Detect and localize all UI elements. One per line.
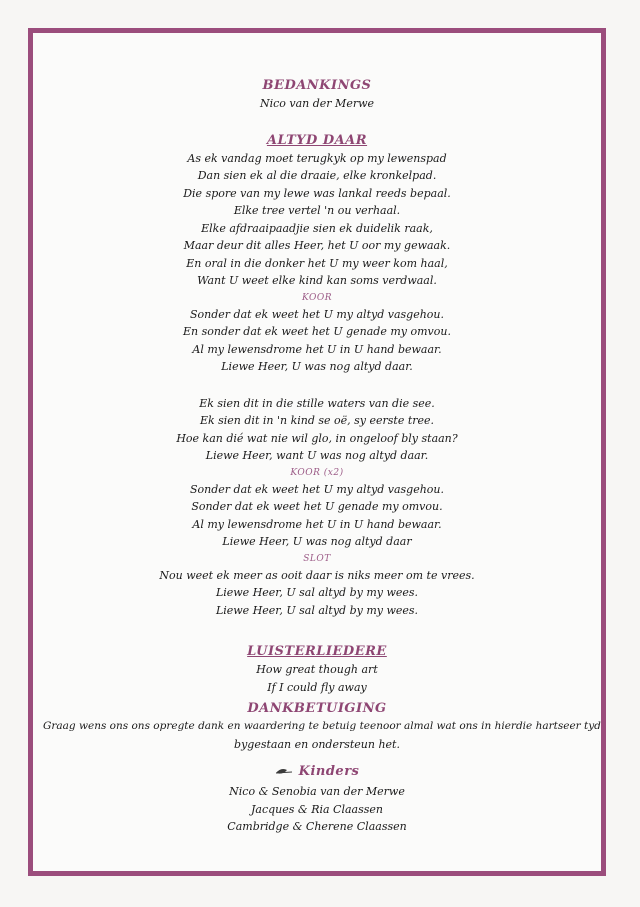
kinders-name: Nico & Senobia van der Merwe <box>229 785 405 798</box>
lyric-line: Ek sien dit in 'n kind se oë, sy eerste tree. <box>199 414 435 427</box>
song-item: If I could fly away <box>267 680 367 694</box>
dankbetuiging-heading: DANKBETUIGING <box>247 701 387 716</box>
lyric-line: Maar deur dit alles Heer, het U oor my gewaak. <box>183 239 451 252</box>
lyric-line: Sonder dat ek weet het U my altyd vasgehou. <box>189 307 444 321</box>
lyric-line: Liewe Heer, want U was nog altyd daar. <box>205 449 429 462</box>
lyric-line: En oral in die donker het U my weer kom haal, <box>186 256 448 270</box>
slot-label: SLOT <box>303 553 331 564</box>
lyric-line: Elke afdraaipaadjie sien ek duidelik raak, <box>201 221 433 235</box>
koor-label: KOOR <box>301 292 332 303</box>
luisterliedere-heading: LUISTERLIEDERE <box>247 644 387 659</box>
dankbetuiging-text <box>33 718 601 753</box>
kinders-title: Kinders <box>298 764 360 779</box>
leaf-icon <box>275 767 293 777</box>
lyric-line: En sonder dat ek weet het U genade my omvou. <box>183 325 451 338</box>
lyric-line: Nou weet ek meer as ooit daar is niks meer om te vrees. <box>159 568 475 582</box>
lyric-line: As ek vandag moet terugkyk op my lewenspad <box>187 151 447 165</box>
slot <box>33 567 601 620</box>
song-item: How great though art <box>256 663 378 676</box>
altyd-daar-heading: ALTYD DAAR <box>266 132 368 148</box>
koor-2 <box>33 481 601 551</box>
lyric-line: Sonder dat ek weet het U my altyd vasgehou. <box>189 482 444 496</box>
lyric-line: Liewe Heer, U sal altyd by my wees. <box>215 603 419 617</box>
lyric-line: Want U weet elke kind kan soms verdwaal. <box>197 274 437 287</box>
lyric-line: Dan sien ek al die draaie, elke kronkelpad. <box>197 169 437 182</box>
lyric-line: Liewe Heer, U sal altyd by my wees. <box>215 586 419 599</box>
lyric-line: Liewe Heer, U was nog altyd daar <box>222 535 412 548</box>
kinders-name: Cambridge & Cherene Claassen <box>227 820 407 833</box>
kinders-heading-row <box>33 763 601 783</box>
kinders-name: Jacques & Ria Claassen <box>251 802 383 816</box>
lyric-line: Die spore van my lewe was lankal reeds bepaal. <box>183 186 451 200</box>
koor-1 <box>33 306 601 376</box>
lyric-line: Elke tree vertel 'n ou verhaal. <box>233 204 401 217</box>
lyric-line: Al my lewensdrome het U in U hand bewaar. <box>192 517 442 531</box>
verse-2 <box>33 395 601 465</box>
lyric-line: Liewe Heer, U was nog altyd daar. <box>221 360 413 373</box>
thanks-line: bygestaan en ondersteun het. <box>234 737 400 751</box>
bedankings-author: Nico van der Merwe <box>259 97 375 110</box>
lyric-line: Ek sien dit in die stille waters van die see. <box>199 396 435 410</box>
lyric-line: Hoe kan dié wat nie wil glo, in ongeloof bly staan? <box>176 431 458 445</box>
thanks-line: Graag wens ons ons opregte dank en waardering te betuig teenoor almal wat ons in hierdie hartseer tyd <box>43 720 601 732</box>
program-content <box>33 77 601 836</box>
koor-2-label: KOOR (x2) <box>290 467 344 478</box>
lyric-line: Sonder dat ek weet het U genade my omvou. <box>191 500 443 513</box>
verse-1 <box>33 150 601 290</box>
bedankings-heading: BEDANKINGS <box>262 78 372 93</box>
lyric-line: Al my lewensdrome het U in U hand bewaar. <box>192 342 442 356</box>
page-frame <box>28 28 606 876</box>
